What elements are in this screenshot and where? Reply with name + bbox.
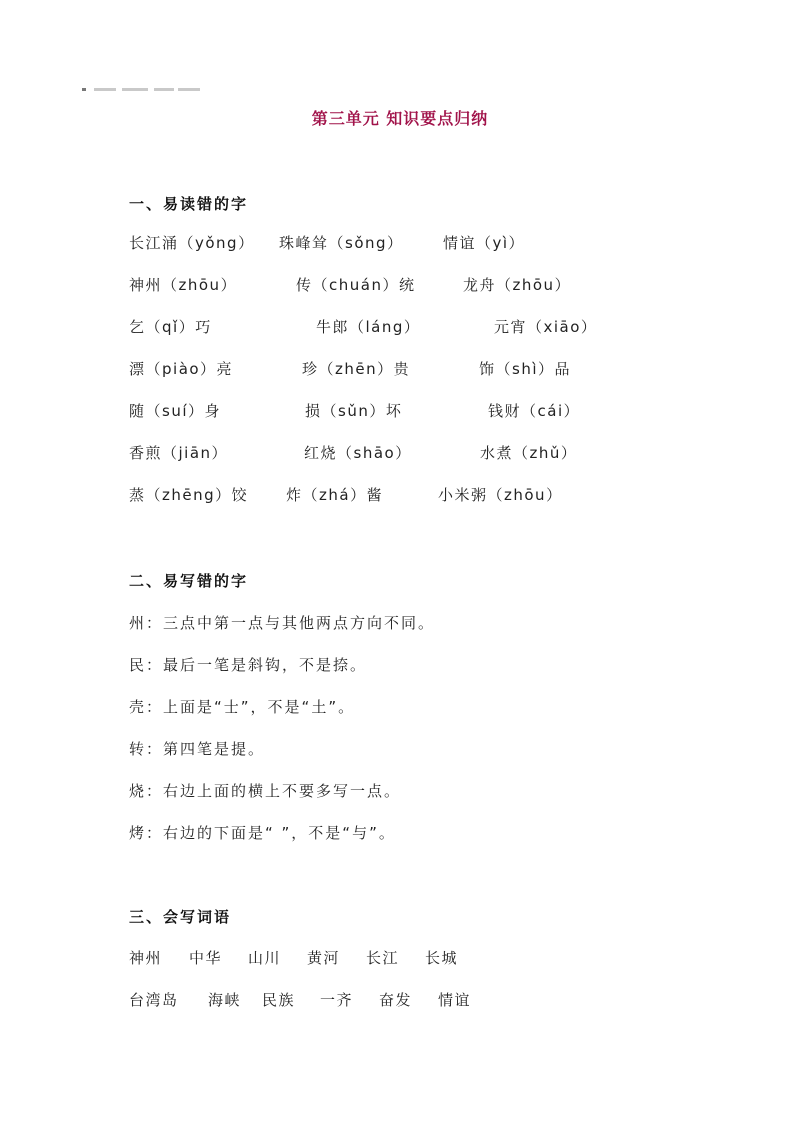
pinyin-word: 损（sǔn）坏: [305, 402, 403, 420]
pinyin-word: 漂（piào）亮: [129, 360, 234, 378]
pinyin-word: 蒸（zhēng）饺: [129, 486, 249, 504]
pinyin-word: 水煮（zhǔ）: [480, 444, 578, 462]
pinyin-row: [0, 358, 800, 384]
vocab-word: 台湾岛: [129, 991, 179, 1009]
writing-tip: 烤：右边的下面是“ ”，不是“与”。: [129, 824, 396, 842]
pinyin-row: [0, 484, 800, 510]
vocab-word: 中华: [189, 949, 223, 967]
vocab-word: 长城: [425, 949, 459, 967]
header-decoration: [82, 88, 200, 94]
pinyin-word: 神州（zhōu）: [129, 276, 238, 294]
writing-tip: 民：最后一笔是斜钩，不是捺。: [129, 656, 368, 674]
section-2-heading: 二、易写错的字: [129, 572, 249, 590]
pinyin-word: 传（chuán）统: [296, 276, 416, 294]
pinyin-word: 钱财（cái）: [488, 402, 581, 420]
writing-tip: 州：三点中第一点与其他两点方向不同。: [129, 614, 436, 632]
vocab-word: 奋发: [379, 991, 413, 1009]
vocab-word: 黄河: [307, 949, 341, 967]
pinyin-word: 香煎（jiān）: [129, 444, 229, 462]
pinyin-word: 小米粥（zhōu）: [438, 486, 563, 504]
pinyin-word: 长江涌（yǒng）: [129, 234, 255, 252]
pinyin-row: [0, 400, 800, 426]
pinyin-word: 珍（zhēn）贵: [302, 360, 411, 378]
pinyin-row: [0, 442, 800, 468]
pinyin-word: 红烧（shāo）: [304, 444, 412, 462]
writing-tip: 烧：右边上面的横上不要多写一点。: [129, 782, 402, 800]
writing-tip: 转：第四笔是提。: [129, 740, 266, 758]
pinyin-word: 元宵（xiāo）: [494, 318, 598, 336]
pinyin-row: [0, 316, 800, 342]
pinyin-word: 随（suí）身: [129, 402, 221, 420]
vocab-word: 民族: [262, 991, 296, 1009]
pinyin-word: 龙舟（zhōu）: [463, 276, 572, 294]
pinyin-word: 饰（shì）品: [479, 360, 571, 378]
pinyin-row: [0, 232, 800, 258]
vocab-word: 情谊: [438, 991, 472, 1009]
vocab-row: [0, 947, 800, 973]
pinyin-row: [0, 274, 800, 300]
pinyin-word: 珠峰耸（sǒng）: [279, 234, 404, 252]
vocab-word: 海峡: [208, 991, 242, 1009]
pinyin-word: 乞（qǐ）巧: [129, 318, 212, 336]
vocab-word: 长江: [366, 949, 400, 967]
pinyin-word: 炸（zhá）酱: [286, 486, 384, 504]
pinyin-word: 牛郎（láng）: [316, 318, 421, 336]
vocab-word: 一齐: [320, 991, 354, 1009]
section-3-heading: 三、会写词语: [129, 908, 232, 926]
vocab-word: 神州: [129, 949, 163, 967]
vocab-word: 山川: [248, 949, 282, 967]
section-1-heading: 一、易读错的字: [129, 195, 249, 213]
page-title: 第三单元 知识要点归纳: [311, 109, 489, 128]
pinyin-word: 情谊（yì）: [443, 234, 526, 252]
vocab-row: [0, 989, 800, 1015]
writing-tip: 壳：上面是“士”，不是“土”。: [129, 698, 356, 716]
